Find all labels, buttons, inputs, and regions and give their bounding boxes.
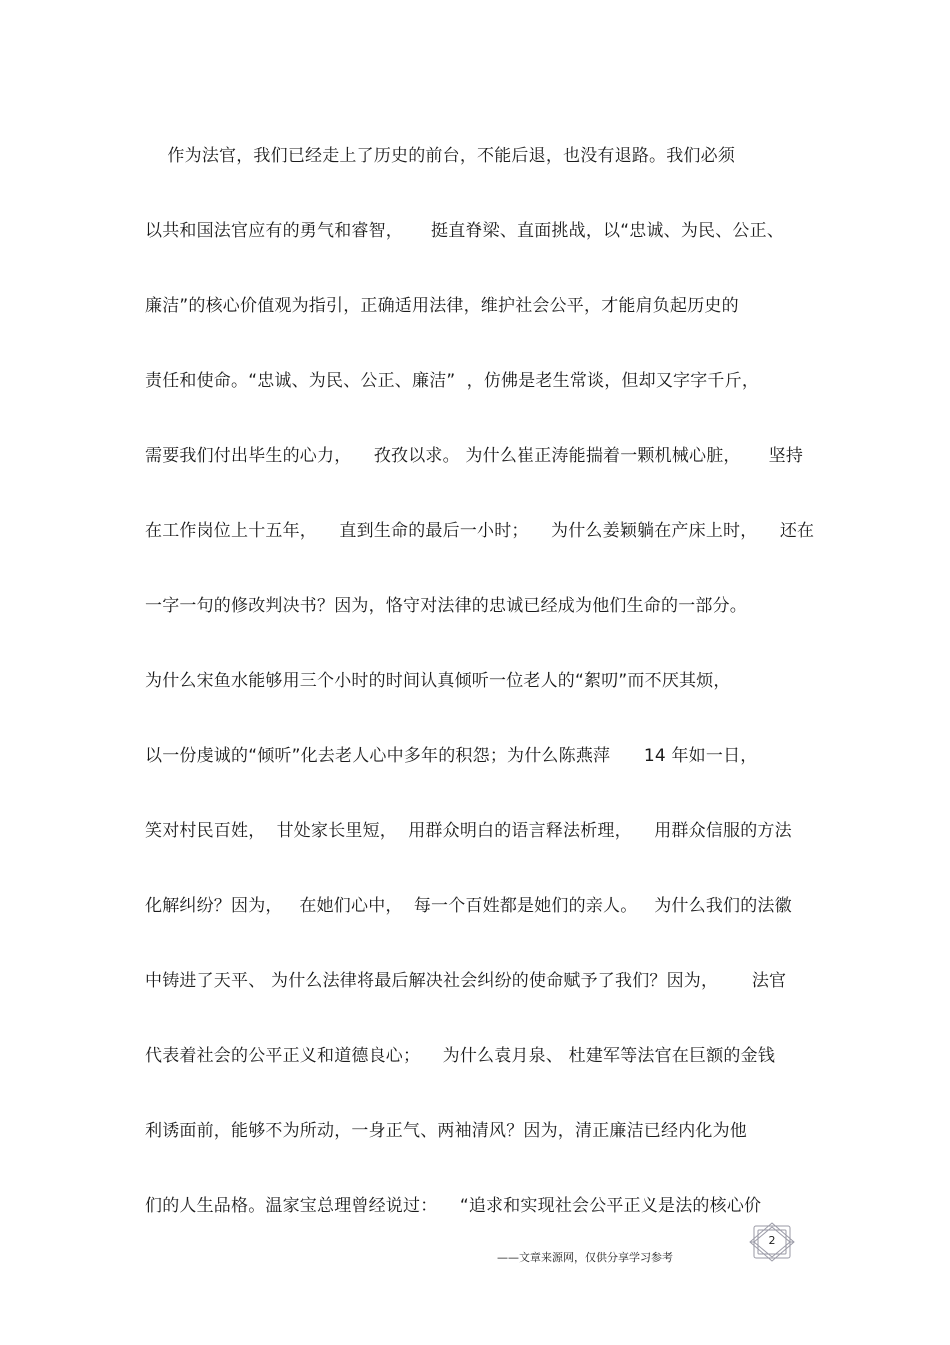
paragraph-line: 化解纠纷？因为， 在她们心中， 每一个百姓都是她们的亲人。 为什么我们的法徽 <box>145 896 792 916</box>
paragraph-line: 利诱面前，能够不为所动，一身正气、两袖清风？因为，清正廉洁已经内化为他 <box>145 1121 747 1141</box>
paragraph-line: 廉洁”的核心价值观为指引，正确适用法律，维护社会公平，才能肩负起历史的 <box>145 296 739 316</box>
paragraph-line: 在工作岗位上十五年， 直到生命的最后一小时； 为什么姜颖躺在产床上时， 还在 <box>145 521 815 541</box>
page-number-badge <box>748 1222 796 1262</box>
paragraph-line: 以共和国法官应有的勇气和睿智， 挺直脊梁、直面挑战，以“忠诚、为民、公正、 <box>145 221 785 241</box>
paragraph-line: 为什么宋鱼水能够用三个小时的时间认真倾听一位老人的“絮叨”而不厌其烦， <box>145 671 731 691</box>
paragraph-line: 作为法官，我们已经走上了历史的前台，不能后退，也没有退路。我们必须 <box>145 146 736 166</box>
page-number: 2 <box>768 1234 776 1247</box>
paragraph-line: 以一份虔诚的“倾听”化去老人心中多年的积怨；为什么陈燕萍 14 年如一日， <box>145 746 758 766</box>
paragraph-line: 笑对村民百姓， 甘处家长里短， 用群众明白的语言释法析理， 用群众信服的方法 <box>145 821 792 841</box>
paragraph-line: 代表着社会的公平正义和道德良心； 为什么袁月泉、 杜建军等法官在巨额的金钱 <box>145 1046 776 1066</box>
paragraph-line: 们的人生品格。温家宝总理曾经说过： “追求和实现社会公平正义是法的核心价 <box>145 1196 762 1216</box>
paragraph-line: 中铸进了天平、 为什么法律将最后解决社会纠纷的使命赋予了我们？因为， 法官 <box>145 971 787 991</box>
paragraph-line: 一字一句的修改判决书？因为，恪守对法律的忠诚已经成为他们生命的一部分。 <box>145 596 747 616</box>
paragraph-line: 需要我们付出毕生的心力， 孜孜以求。 为什么崔正涛能揣着一颗机械心脏， 坚持 <box>145 446 804 466</box>
source-note: ——文章来源网，仅供分享学习参考 <box>497 1251 673 1264</box>
paragraph-line: 责任和使命。“忠诚、为民、公正、廉洁” ，仿佛是老生常谈，但却又字字千斤， <box>145 371 760 391</box>
